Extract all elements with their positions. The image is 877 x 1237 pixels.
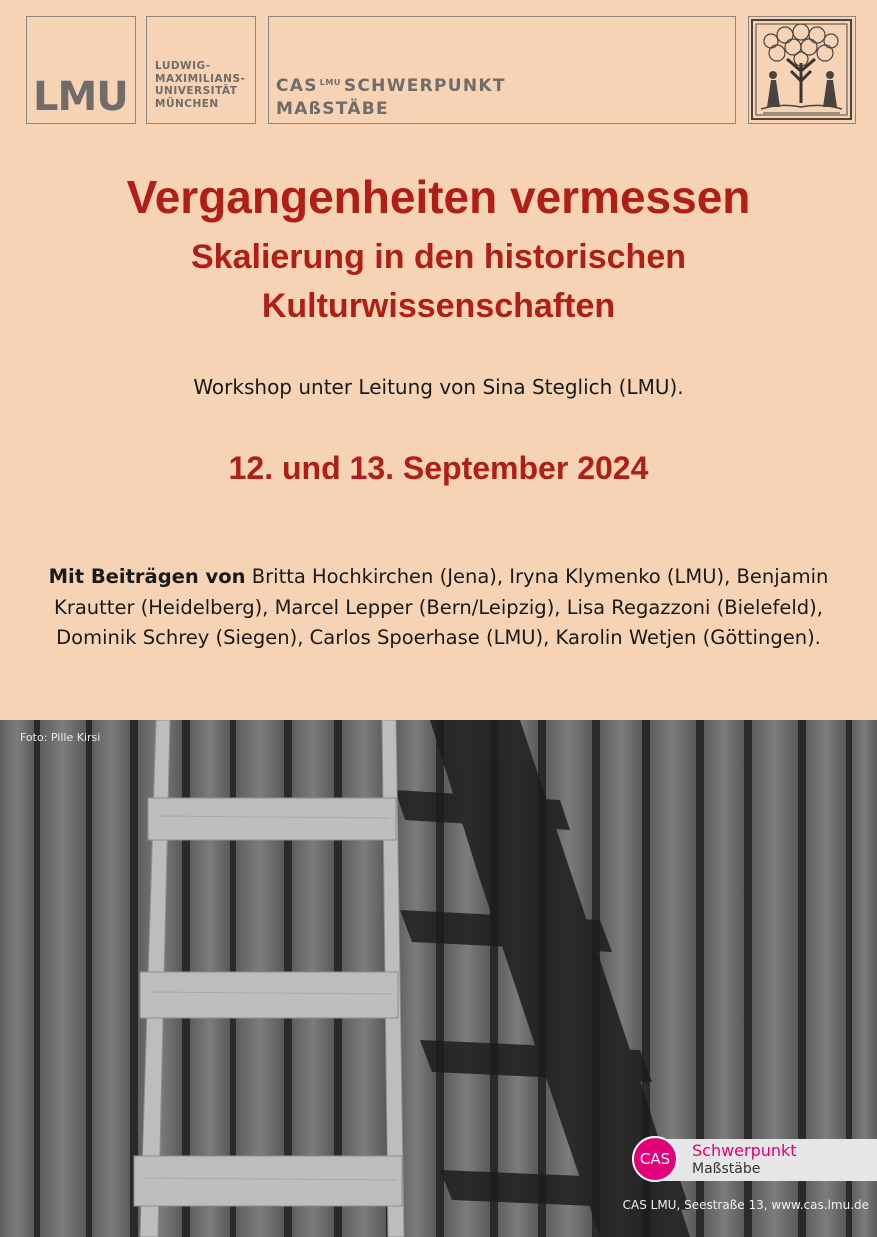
contributors-intro: Mit Beiträgen von: [48, 565, 246, 588]
university-name: LUDWIG- MAXIMILIANS- UNIVERSITÄT MÜNCHEN: [155, 60, 246, 110]
subtitle-line-2: Kulturwissenschaften: [261, 287, 616, 325]
cas-schwerpunkt-box: [268, 16, 736, 124]
subtitle-line-1: Skalierung in den historischen: [191, 238, 686, 276]
badge-massstaebe: Maßstäbe: [692, 1161, 761, 1177]
cas-heading: CAS $^{LMU}$ SCHWERPUNKT: [276, 76, 506, 96]
cas-badge: [632, 1136, 877, 1184]
contributors-names: Britta Hochkirchen (Jena), Iryna Klymenko (LMU), Benjamin Krautter (Heidelberg), Marcel Lepper (Bern/Leipzig), Lisa Regazzoni (Bielefeld), Dominik Schrey (Siegen), Carlos Spoerhase (LMU), Karolin Wetjen (Göttingen).: [54, 565, 829, 649]
cas-circle-logo: CAS: [632, 1136, 678, 1182]
event-date: 12. und 13. September 2024: [228, 450, 649, 486]
lmu-logo-box: [26, 16, 136, 124]
tree-seal-icon: [751, 19, 852, 120]
address-footer: CAS LMU, Seestraße 13, www.cas.lmu.de: [622, 1198, 869, 1212]
university-name-box: [146, 16, 256, 124]
workshop-lead: Workshop unter Leitung von Sina Steglich (LMU).: [193, 375, 684, 399]
cas-heading-line2: MAßSTÄBE: [276, 99, 389, 119]
lmu-logo: LMU: [33, 74, 128, 120]
page-title: Vergangenheiten vermessen: [126, 171, 751, 223]
badge-schwerpunkt: Schwerpunkt: [692, 1141, 797, 1160]
seal-box: [748, 16, 856, 124]
photo-credit: Foto: Pille Kirsi: [20, 731, 101, 744]
contributors: [30, 562, 847, 654]
